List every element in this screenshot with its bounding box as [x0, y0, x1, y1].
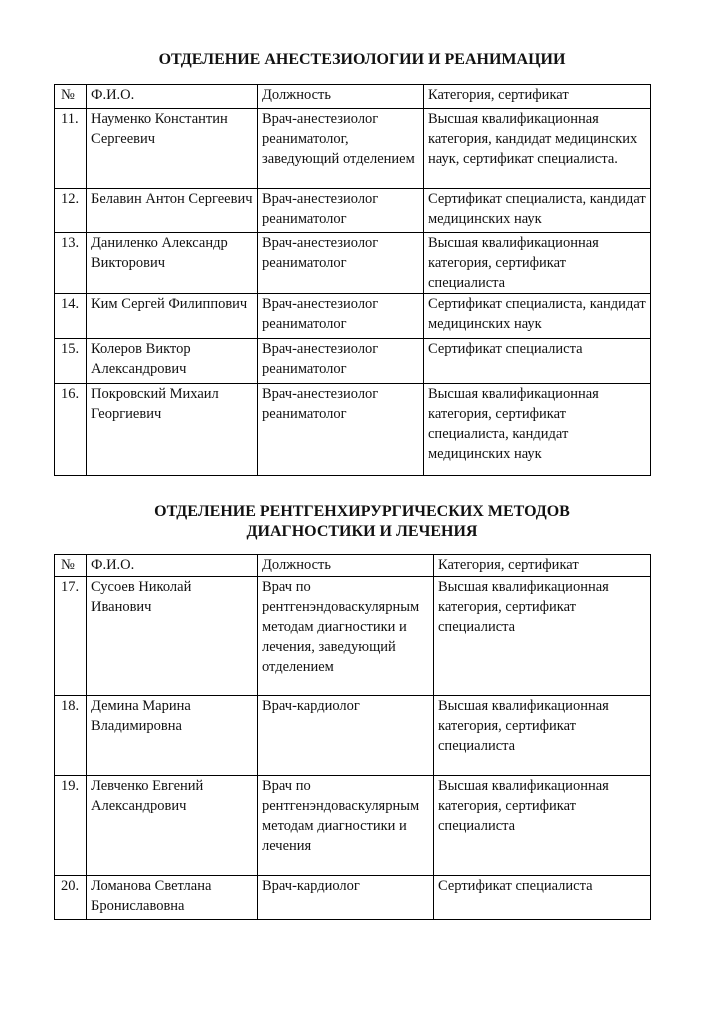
row-number: 14. — [55, 294, 87, 339]
row-name: Сусоев Николай Иванович — [87, 577, 258, 696]
row-position: Врач-анестезиолог реаниматолог — [258, 339, 424, 384]
row-category: Высшая квалификационная категория, сертификат специалиста — [434, 577, 651, 696]
section-title-line2: ДИАГНОСТИКИ И ЛЕЧЕНИЯ — [246, 523, 478, 540]
row-category: Высшая квалификационная категория, сертификат специалиста — [424, 233, 651, 294]
row-category: Сертификат специалиста, кандидат медицинских наук — [424, 294, 651, 339]
row-category: Сертификат специалиста, кандидат медицинских наук — [424, 189, 651, 233]
staff-table-xray-surgery — [54, 554, 651, 920]
section-title-xray-surgery — [0, 502, 724, 542]
row-number: 17. — [55, 577, 87, 696]
header-category: Категория, сертификат — [434, 555, 651, 577]
header-number: № — [55, 555, 87, 577]
row-name: Ким Сергей Филиппович — [87, 294, 258, 339]
row-position: Врач-анестезиолог реаниматолог — [258, 294, 424, 339]
row-number: 19. — [55, 776, 87, 876]
table-header-row — [55, 85, 651, 109]
table-row — [55, 384, 651, 476]
header-name: Ф.И.О. — [87, 555, 258, 577]
table-row — [55, 294, 651, 339]
row-name: Науменко Константин Сергеевич — [87, 109, 258, 189]
row-position: Врач-анестезиолог реаниматолог, заведующий отделением — [258, 109, 424, 189]
row-category: Сертификат специалиста — [434, 876, 651, 920]
row-position: Врач-анестезиолог реаниматолог — [258, 233, 424, 294]
row-category: Высшая квалификационная категория, сертификат специалиста — [434, 776, 651, 876]
row-name: Демина Марина Владимировна — [87, 696, 258, 776]
table-row — [55, 233, 651, 294]
row-position: Врач-анестезиолог реаниматолог — [258, 384, 424, 476]
row-name: Колеров Виктор Александрович — [87, 339, 258, 384]
row-number: 16. — [55, 384, 87, 476]
table-row — [55, 696, 651, 776]
header-category: Категория, сертификат — [424, 85, 651, 109]
row-position: Врач-кардиолог — [258, 876, 434, 920]
table-row — [55, 776, 651, 876]
row-category: Высшая квалификационная категория, сертификат специалиста — [434, 696, 651, 776]
header-number: № — [55, 85, 87, 109]
staff-table-anesthesiology — [54, 84, 651, 476]
header-name: Ф.И.О. — [87, 85, 258, 109]
table-row — [55, 109, 651, 189]
header-position: Должность — [258, 555, 434, 577]
table-row — [55, 577, 651, 696]
row-name: Покровский Михаил Георгиевич — [87, 384, 258, 476]
row-position: Врач-кардиолог — [258, 696, 434, 776]
table-row — [55, 876, 651, 920]
section-title-line1: ОТДЕЛЕНИЕ РЕНТГЕНХИРУРГИЧЕСКИХ МЕТОДОВ — [154, 503, 570, 520]
row-name: Левченко Евгений Александрович — [87, 776, 258, 876]
row-number: 12. — [55, 189, 87, 233]
row-position: Врач по рентгенэндоваскулярным методам диагностики и лечения, заведующий отделением — [258, 577, 434, 696]
table-header-row — [55, 555, 651, 577]
row-category: Высшая квалификационная категория, сертификат специалиста, кандидат медицинских наук — [424, 384, 651, 476]
row-category: Сертификат специалиста — [424, 339, 651, 384]
row-number: 20. — [55, 876, 87, 920]
row-position: Врач по рентгенэндоваскулярным методам диагностики и лечения — [258, 776, 434, 876]
section-title-anesthesiology: ОТДЕЛЕНИЕ АНЕСТЕЗИОЛОГИИ И РЕАНИМАЦИИ — [158, 51, 566, 68]
row-number: 18. — [55, 696, 87, 776]
row-name: Даниленко Александр Викторович — [87, 233, 258, 294]
row-category: Высшая квалификационная категория, кандидат медицинских наук, сертификат специалиста. — [424, 109, 651, 189]
row-number: 13. — [55, 233, 87, 294]
row-name: Белавин Антон Сергеевич — [87, 189, 258, 233]
row-position: Врач-анестезиолог реаниматолог — [258, 189, 424, 233]
row-number: 15. — [55, 339, 87, 384]
row-number: 11. — [55, 109, 87, 189]
row-name: Ломанова Светлана Брониславовна — [87, 876, 258, 920]
header-position: Должность — [258, 85, 424, 109]
table-row — [55, 189, 651, 233]
table-row — [55, 339, 651, 384]
